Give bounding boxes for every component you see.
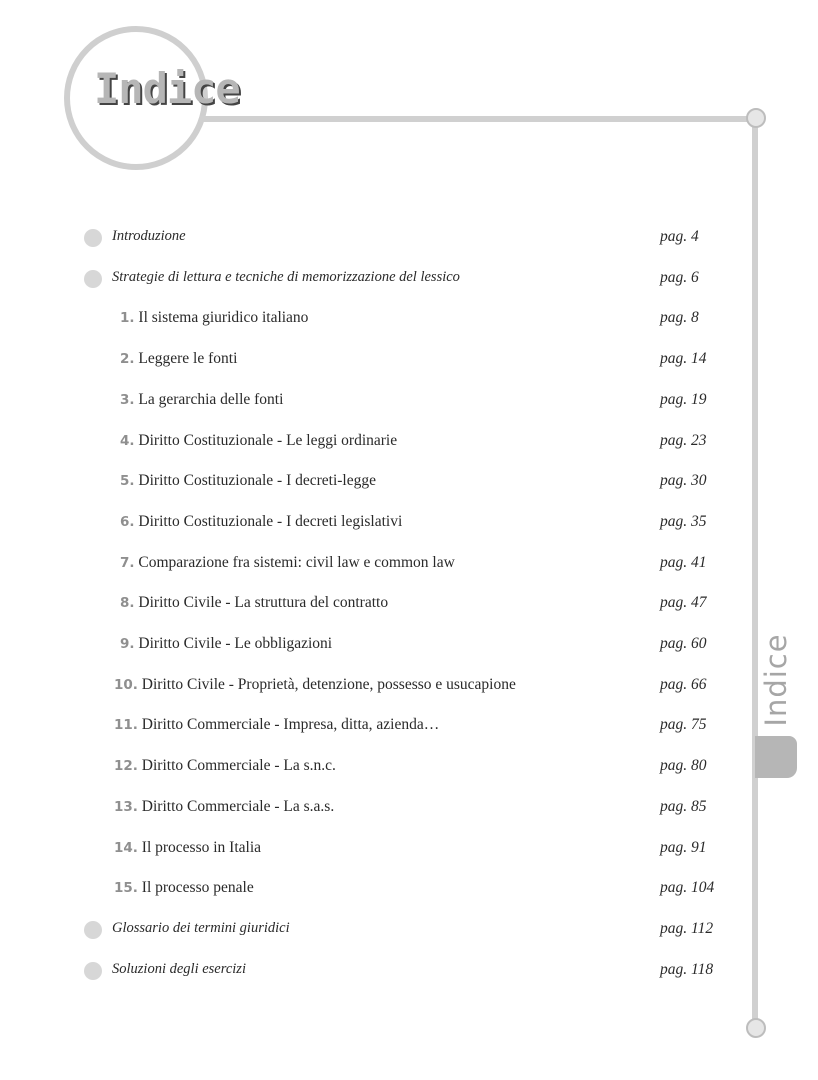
toc-entry-text: Diritto Commerciale - La s.a.s. xyxy=(141,797,335,815)
toc-chapter-item[interactable] xyxy=(80,389,760,415)
top-rule-line xyxy=(200,116,756,122)
toc-chapter-item[interactable] xyxy=(80,430,760,456)
toc-page-number: pag. 104 xyxy=(660,879,715,897)
toc-chapter-item[interactable] xyxy=(80,348,760,374)
chapter-number: 15. xyxy=(114,880,138,897)
chapter-number: 10. xyxy=(114,676,138,693)
toc-entry-text: Diritto Commerciale - Impresa, ditta, azienda… xyxy=(141,716,440,734)
chapter-number: 3. xyxy=(120,391,135,408)
toc-section-item[interactable] xyxy=(80,267,760,293)
chapter-number: 8. xyxy=(120,595,135,612)
toc-section-item[interactable] xyxy=(80,226,760,252)
toc-entry-title xyxy=(114,757,336,775)
side-tab xyxy=(755,736,797,778)
chapter-number: 13. xyxy=(114,798,138,815)
toc-entry-text: Comparazione fra sistemi: civil law e common law xyxy=(138,553,455,571)
toc-page-number: pag. 41 xyxy=(660,553,707,571)
toc-chapter-item[interactable] xyxy=(80,592,760,618)
chapter-number: 11. xyxy=(114,717,138,734)
toc-entry-title xyxy=(112,920,290,937)
toc-entry-title xyxy=(114,676,516,694)
page-title: Indice xyxy=(94,64,240,113)
toc-page-number: pag. 66 xyxy=(660,675,707,693)
toc-entry-text: Diritto Civile - Le obbligazioni xyxy=(138,635,333,652)
toc-entry-text: Il sistema giuridico italiano xyxy=(138,309,309,327)
toc-entry-text: Diritto Civile - Proprietà, detenzione, possesso e usucapione xyxy=(141,675,516,693)
toc-page-number: pag. 112 xyxy=(660,919,714,937)
side-tab-label: Indice xyxy=(759,633,793,727)
toc-chapter-item[interactable] xyxy=(80,755,760,781)
toc-entry-title xyxy=(120,594,388,612)
toc-page-number: pag. 8 xyxy=(660,309,699,327)
toc-page-number: pag. 35 xyxy=(660,512,707,530)
chapter-number: 1. xyxy=(120,310,135,327)
toc-entry-text: Diritto Civile - La struttura del contratto xyxy=(138,594,389,612)
toc-section-item[interactable] xyxy=(80,959,760,985)
toc-entry-text: Diritto Commerciale - La s.n.c. xyxy=(141,757,336,775)
toc-entry-title xyxy=(114,879,254,897)
bullet-circle-icon xyxy=(84,962,102,980)
toc-entry-title xyxy=(120,635,332,653)
chapter-number: 12. xyxy=(114,758,138,775)
toc-entry-title xyxy=(120,350,237,368)
toc-entry-title xyxy=(114,839,261,857)
toc-chapter-item[interactable] xyxy=(80,307,760,333)
bullet-circle-icon xyxy=(84,229,102,247)
chapter-number: 4. xyxy=(120,432,135,449)
toc-page-number: pag. 91 xyxy=(660,838,707,856)
toc-entry-text: La gerarchia delle fonti xyxy=(138,390,284,408)
toc-chapter-item[interactable] xyxy=(80,511,760,537)
chapter-number: 2. xyxy=(120,351,135,368)
rule-knob-bottom-icon xyxy=(746,1018,766,1038)
bullet-circle-icon xyxy=(84,270,102,288)
toc-entry-text: Leggere le fonti xyxy=(138,350,238,368)
toc-entry-text: Glossario dei termini giuridici xyxy=(112,919,290,936)
toc-entry-text: Introduzione xyxy=(112,228,186,244)
toc-entry-title xyxy=(114,798,334,816)
toc-entry-title xyxy=(112,228,186,245)
toc-page-number: pag. 118 xyxy=(660,960,714,978)
toc-entry-text: Strategie di lettura e tecniche di memorizzazione del lessico xyxy=(112,268,460,285)
toc-page-number: pag. 75 xyxy=(660,716,707,734)
toc-chapter-item[interactable] xyxy=(80,837,760,863)
toc-entry-title xyxy=(112,269,460,286)
toc-chapter-item[interactable] xyxy=(80,714,760,740)
toc-chapter-item[interactable] xyxy=(80,877,760,903)
bullet-circle-icon xyxy=(84,921,102,939)
toc-page-number: pag. 14 xyxy=(660,350,707,368)
toc-entry-title xyxy=(120,432,397,450)
toc-page-number: pag. 4 xyxy=(660,228,699,245)
toc-entry-title xyxy=(114,716,439,734)
toc-entry-title xyxy=(120,391,283,409)
toc-entry-text: Il processo penale xyxy=(141,879,254,897)
chapter-number: 14. xyxy=(114,839,138,856)
toc-page-number: pag. 30 xyxy=(660,472,707,490)
toc-page-number: pag. 80 xyxy=(660,757,707,775)
rule-knob-top-icon xyxy=(746,108,766,128)
toc-chapter-item[interactable] xyxy=(80,552,760,578)
toc-entry-text: Soluzioni degli esercizi xyxy=(112,960,246,977)
toc-page-number: pag. 19 xyxy=(660,390,707,408)
toc-entry-text: Diritto Costituzionale - I decreti-legge xyxy=(138,472,376,490)
toc-entry-text: Diritto Costituzionale - Le leggi ordinarie xyxy=(138,431,398,449)
chapter-number: 7. xyxy=(120,554,135,571)
toc-page-number: pag. 47 xyxy=(660,594,707,612)
toc-chapter-item[interactable] xyxy=(80,674,760,700)
toc-entry-title xyxy=(112,961,246,978)
toc-section-item[interactable] xyxy=(80,918,760,944)
toc-entry-title xyxy=(120,554,455,572)
toc-entry-title xyxy=(120,472,376,490)
toc-page-number: pag. 6 xyxy=(660,268,699,286)
chapter-number: 5. xyxy=(120,473,135,490)
toc-chapter-item[interactable] xyxy=(80,470,760,496)
toc-page-number: pag. 23 xyxy=(660,431,707,449)
toc-page-number: pag. 60 xyxy=(660,635,707,652)
chapter-number: 6. xyxy=(120,513,135,530)
chapter-number: 9. xyxy=(120,636,135,652)
toc-entry-title xyxy=(120,513,402,531)
toc-chapter-item[interactable] xyxy=(80,633,760,659)
toc-entry-text: Diritto Costituzionale - I decreti legislativi xyxy=(138,512,403,530)
toc-chapter-item[interactable] xyxy=(80,796,760,822)
toc-entry-text: Il processo in Italia xyxy=(141,838,262,856)
toc-page-number: pag. 85 xyxy=(660,797,707,815)
toc-entry-title xyxy=(120,309,308,327)
